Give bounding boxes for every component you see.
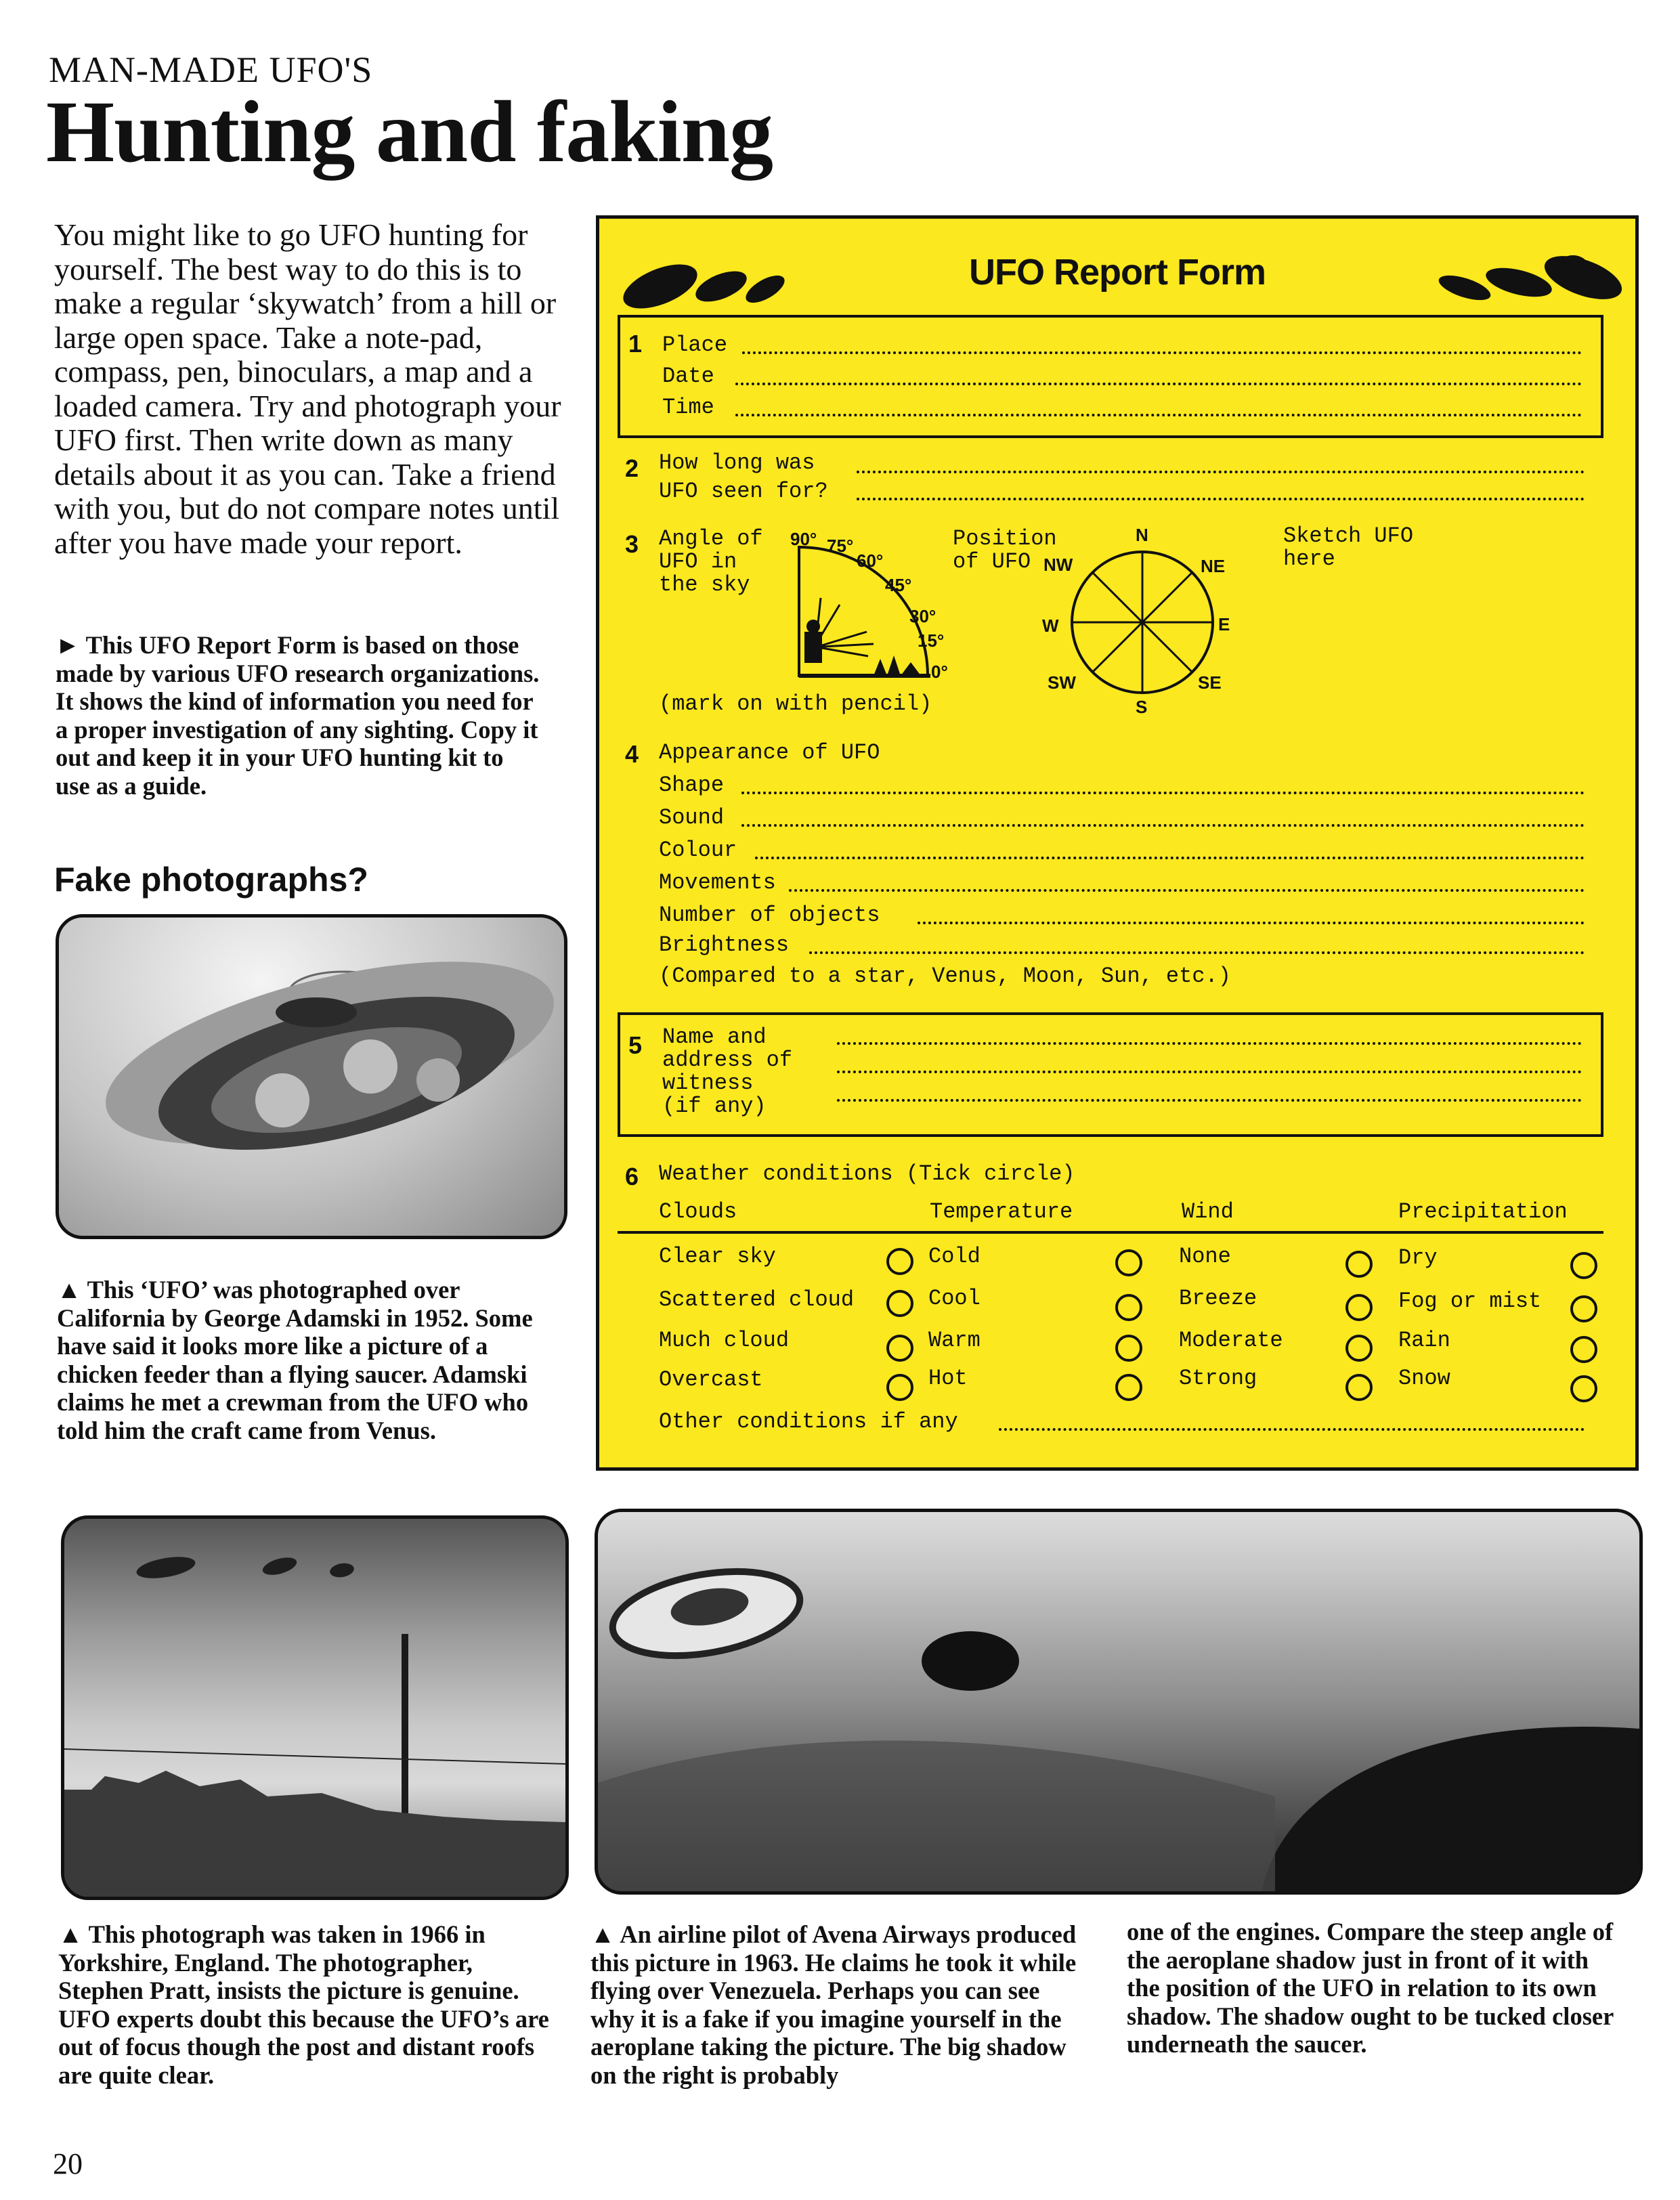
deg-75: 75° [827, 536, 854, 556]
witness-label-line-4: (if any) [662, 1094, 767, 1119]
precipitation-option-circle[interactable] [1570, 1295, 1597, 1322]
compass-nw: NW [1043, 555, 1073, 575]
airline-caption-part-2: one of the engines. Compare the steep angle of the aeroplane shadow just in front of it with the position of the UFO in relation to its own shadow. The shadow ought to be tucked closer underneath the saucer. [1127, 1918, 1614, 2058]
adamski-ufo-photo [56, 914, 567, 1239]
intro-paragraph: You might like to go UFO hunting for yourself. The best way to do this is to make a regular ‘skywatch’ from a hill or large open space. Take a note-pad, compass, pen, binoculars, a map and a loaded camera. Try and photograph your UFO first. Then write down as many details about it as you can. Take a friend with you, but do not compare notes until after you have made your report. [54, 217, 561, 560]
mark-pencil-note: (mark on with pencil) [659, 691, 932, 716]
temperature-option-circle[interactable] [1115, 1249, 1142, 1276]
form-title: UFO Report Form [969, 252, 1266, 293]
precipitation-option-label: Snow [1398, 1366, 1450, 1391]
sound-label: Sound [659, 805, 725, 830]
form-note: ► This UFO Report Form is based on those made by various UFO research organizations. It shows the kind of information you need for a proper investigation of any sighting. Copy it out and keep it in your UFO hunting kit to use as a guide. [56, 631, 540, 800]
wind-option-circle[interactable] [1345, 1251, 1373, 1278]
shape-label: Shape [659, 773, 725, 798]
witness-label-line-2: address of [662, 1048, 793, 1073]
deg-45: 45° [885, 575, 912, 595]
wind-option-label: None [1179, 1244, 1231, 1269]
section-4-number: 4 [625, 740, 639, 768]
fake-photographs-heading: Fake photographs? [54, 861, 368, 899]
place-label: Place [662, 332, 728, 358]
col-temperature: Temperature [930, 1199, 1073, 1224]
shape-field[interactable] [741, 792, 1585, 794]
wind-option-circle[interactable] [1345, 1335, 1373, 1362]
compass-n: N [1136, 525, 1148, 545]
deg-0: 0° [931, 662, 948, 682]
wind-option-label: Breeze [1179, 1286, 1257, 1311]
position-label-line-2: of UFO [953, 549, 1031, 574]
deg-60: 60° [857, 551, 884, 571]
sketch-label-line-2: here [1283, 546, 1335, 571]
deg-15: 15° [918, 630, 945, 651]
date-label: Date [662, 364, 714, 389]
number-of-objects-label: Number of objects [659, 903, 880, 928]
compass-e: E [1218, 614, 1230, 634]
yorkshire-scene-illustration [64, 1519, 565, 1897]
section-5-box [618, 1012, 1603, 1137]
wind-option-circle[interactable] [1345, 1374, 1373, 1401]
position-label-line-1: Position [953, 526, 1057, 551]
compass-sw: SW [1048, 672, 1076, 693]
section-3-number: 3 [625, 530, 639, 558]
angle-label-line-2: UFO in [659, 549, 737, 574]
cloud-option-circle[interactable] [886, 1248, 913, 1275]
duration-field-1[interactable] [857, 471, 1585, 473]
adamski-caption: ▲ This ‘UFO’ was photographed over California by George Adamski in 1952. Some have said it looks more like a picture of a chicken feeder than a flying saucer. Adamski claims he met a crewman from the UFO who told him the craft came from Venus. [57, 1276, 533, 1444]
other-conditions-label: Other conditions if any [659, 1409, 958, 1434]
cloud-option-label: Clear sky [659, 1244, 776, 1269]
avena-airways-ufo-photo [595, 1509, 1643, 1895]
adamski-saucer-illustration [59, 918, 564, 1236]
duration-label-2: UFO seen for? [659, 479, 828, 504]
weather-divider [618, 1231, 1603, 1234]
venezuela-scene-illustration [598, 1512, 1639, 1891]
cloud-option-label: Overcast [659, 1367, 763, 1392]
angle-label-line-3: the sky [659, 572, 750, 597]
precipitation-option-label: Dry [1398, 1245, 1438, 1270]
cloud-option-circle[interactable] [886, 1290, 913, 1317]
section-label: MAN-MADE UFO'S [49, 49, 373, 90]
place-field[interactable] [742, 351, 1582, 354]
weather-heading: Weather conditions (Tick circle) [659, 1161, 1075, 1186]
col-wind: Wind [1182, 1199, 1234, 1224]
section-6-number: 6 [625, 1163, 639, 1190]
brightness-label: Brightness [659, 932, 790, 957]
compass-ne: NE [1201, 556, 1226, 576]
compass-w: W [1042, 616, 1059, 636]
witness-field-2[interactable] [837, 1071, 1582, 1073]
wind-option-label: Strong [1179, 1366, 1257, 1391]
precipitation-option-circle[interactable] [1570, 1252, 1597, 1279]
duration-field-2[interactable] [857, 498, 1585, 500]
witness-field-3[interactable] [837, 1099, 1582, 1102]
duration-label-1: How long was [659, 450, 815, 475]
appearance-heading: Appearance of UFO [659, 740, 880, 765]
page-title: Hunting and faking [46, 83, 773, 181]
compass-se: SE [1198, 672, 1222, 693]
position-label [953, 527, 1057, 574]
sketch-area[interactable] [1276, 571, 1595, 713]
compass-s: S [1136, 697, 1148, 717]
number-of-objects-field[interactable] [918, 922, 1585, 924]
sketch-label-line-1: Sketch UFO [1283, 523, 1414, 548]
temperature-option-circle[interactable] [1115, 1374, 1142, 1401]
cloud-option-circle[interactable] [886, 1374, 913, 1401]
precipitation-option-circle[interactable] [1570, 1375, 1597, 1402]
yorkshire-ufo-photo [61, 1515, 569, 1900]
temperature-option-label: Cold [928, 1244, 981, 1269]
other-conditions-field[interactable] [999, 1428, 1585, 1431]
temperature-option-label: Hot [928, 1366, 968, 1391]
cloud-option-circle[interactable] [886, 1335, 913, 1362]
deg-30: 30° [909, 606, 936, 626]
temperature-option-label: Warm [928, 1328, 981, 1353]
precipitation-option-circle[interactable] [1570, 1336, 1597, 1363]
witness-label-line-3: witness [662, 1071, 754, 1096]
movements-field[interactable] [789, 889, 1585, 892]
precipitation-option-label: Rain [1398, 1328, 1450, 1353]
witness-field-1[interactable] [837, 1042, 1582, 1045]
deg-90: 90° [790, 529, 817, 549]
angle-label [659, 527, 763, 597]
movements-label: Movements [659, 870, 776, 895]
sketch-label [1283, 525, 1413, 571]
cloud-option-label: Much cloud [659, 1328, 790, 1353]
colour-field[interactable] [755, 857, 1585, 859]
section-1-number: 1 [628, 330, 643, 358]
temperature-option-circle[interactable] [1115, 1294, 1142, 1321]
section-5-number: 5 [628, 1031, 643, 1059]
wind-option-label: Moderate [1179, 1328, 1283, 1353]
angle-label-line-1: Angle of [659, 526, 763, 551]
col-clouds: Clouds [659, 1199, 737, 1224]
sound-field[interactable] [741, 824, 1585, 827]
temperature-option-circle[interactable] [1115, 1335, 1142, 1362]
time-field[interactable] [735, 414, 1582, 416]
section-2-number: 2 [625, 454, 639, 482]
col-precipitation: Precipitation [1398, 1199, 1568, 1224]
colour-label: Colour [659, 838, 737, 863]
cloud-option-label: Scattered cloud [659, 1287, 855, 1312]
brightness-comparison-note: (Compared to a star, Venus, Moon, Sun, etc.) [659, 964, 1231, 989]
witness-label [662, 1026, 792, 1118]
wind-option-circle[interactable] [1345, 1294, 1373, 1321]
brightness-field[interactable] [809, 951, 1585, 954]
page-number: 20 [53, 2147, 83, 2180]
precipitation-option-label: Fog or mist [1398, 1289, 1542, 1314]
flying-saucers-right-icon [1431, 240, 1627, 315]
witness-label-line-1: Name and [662, 1024, 767, 1050]
temperature-option-label: Cool [928, 1286, 981, 1311]
airline-caption-part-1: ▲ An airline pilot of Avena Airways produced this picture in 1963. He claims he took it while flying over Venezuela. Perhaps you can see why it is a fake if you imagine yourself in the aeroplane taking the picture. The big shadow on the right is probably [590, 1920, 1077, 2089]
date-field[interactable] [735, 383, 1582, 385]
ufo-report-form [596, 215, 1639, 1471]
yorkshire-caption: ▲ This photograph was taken in 1966 in Yorkshire, England. The photographer, Stephen Pratt, insists the picture is genuine. UFO experts doubt this because the UFO’s are out of focus though the post and distant roofs are quite clear. [58, 1920, 549, 2089]
section-1-box [618, 315, 1603, 438]
time-label: Time [662, 395, 714, 420]
